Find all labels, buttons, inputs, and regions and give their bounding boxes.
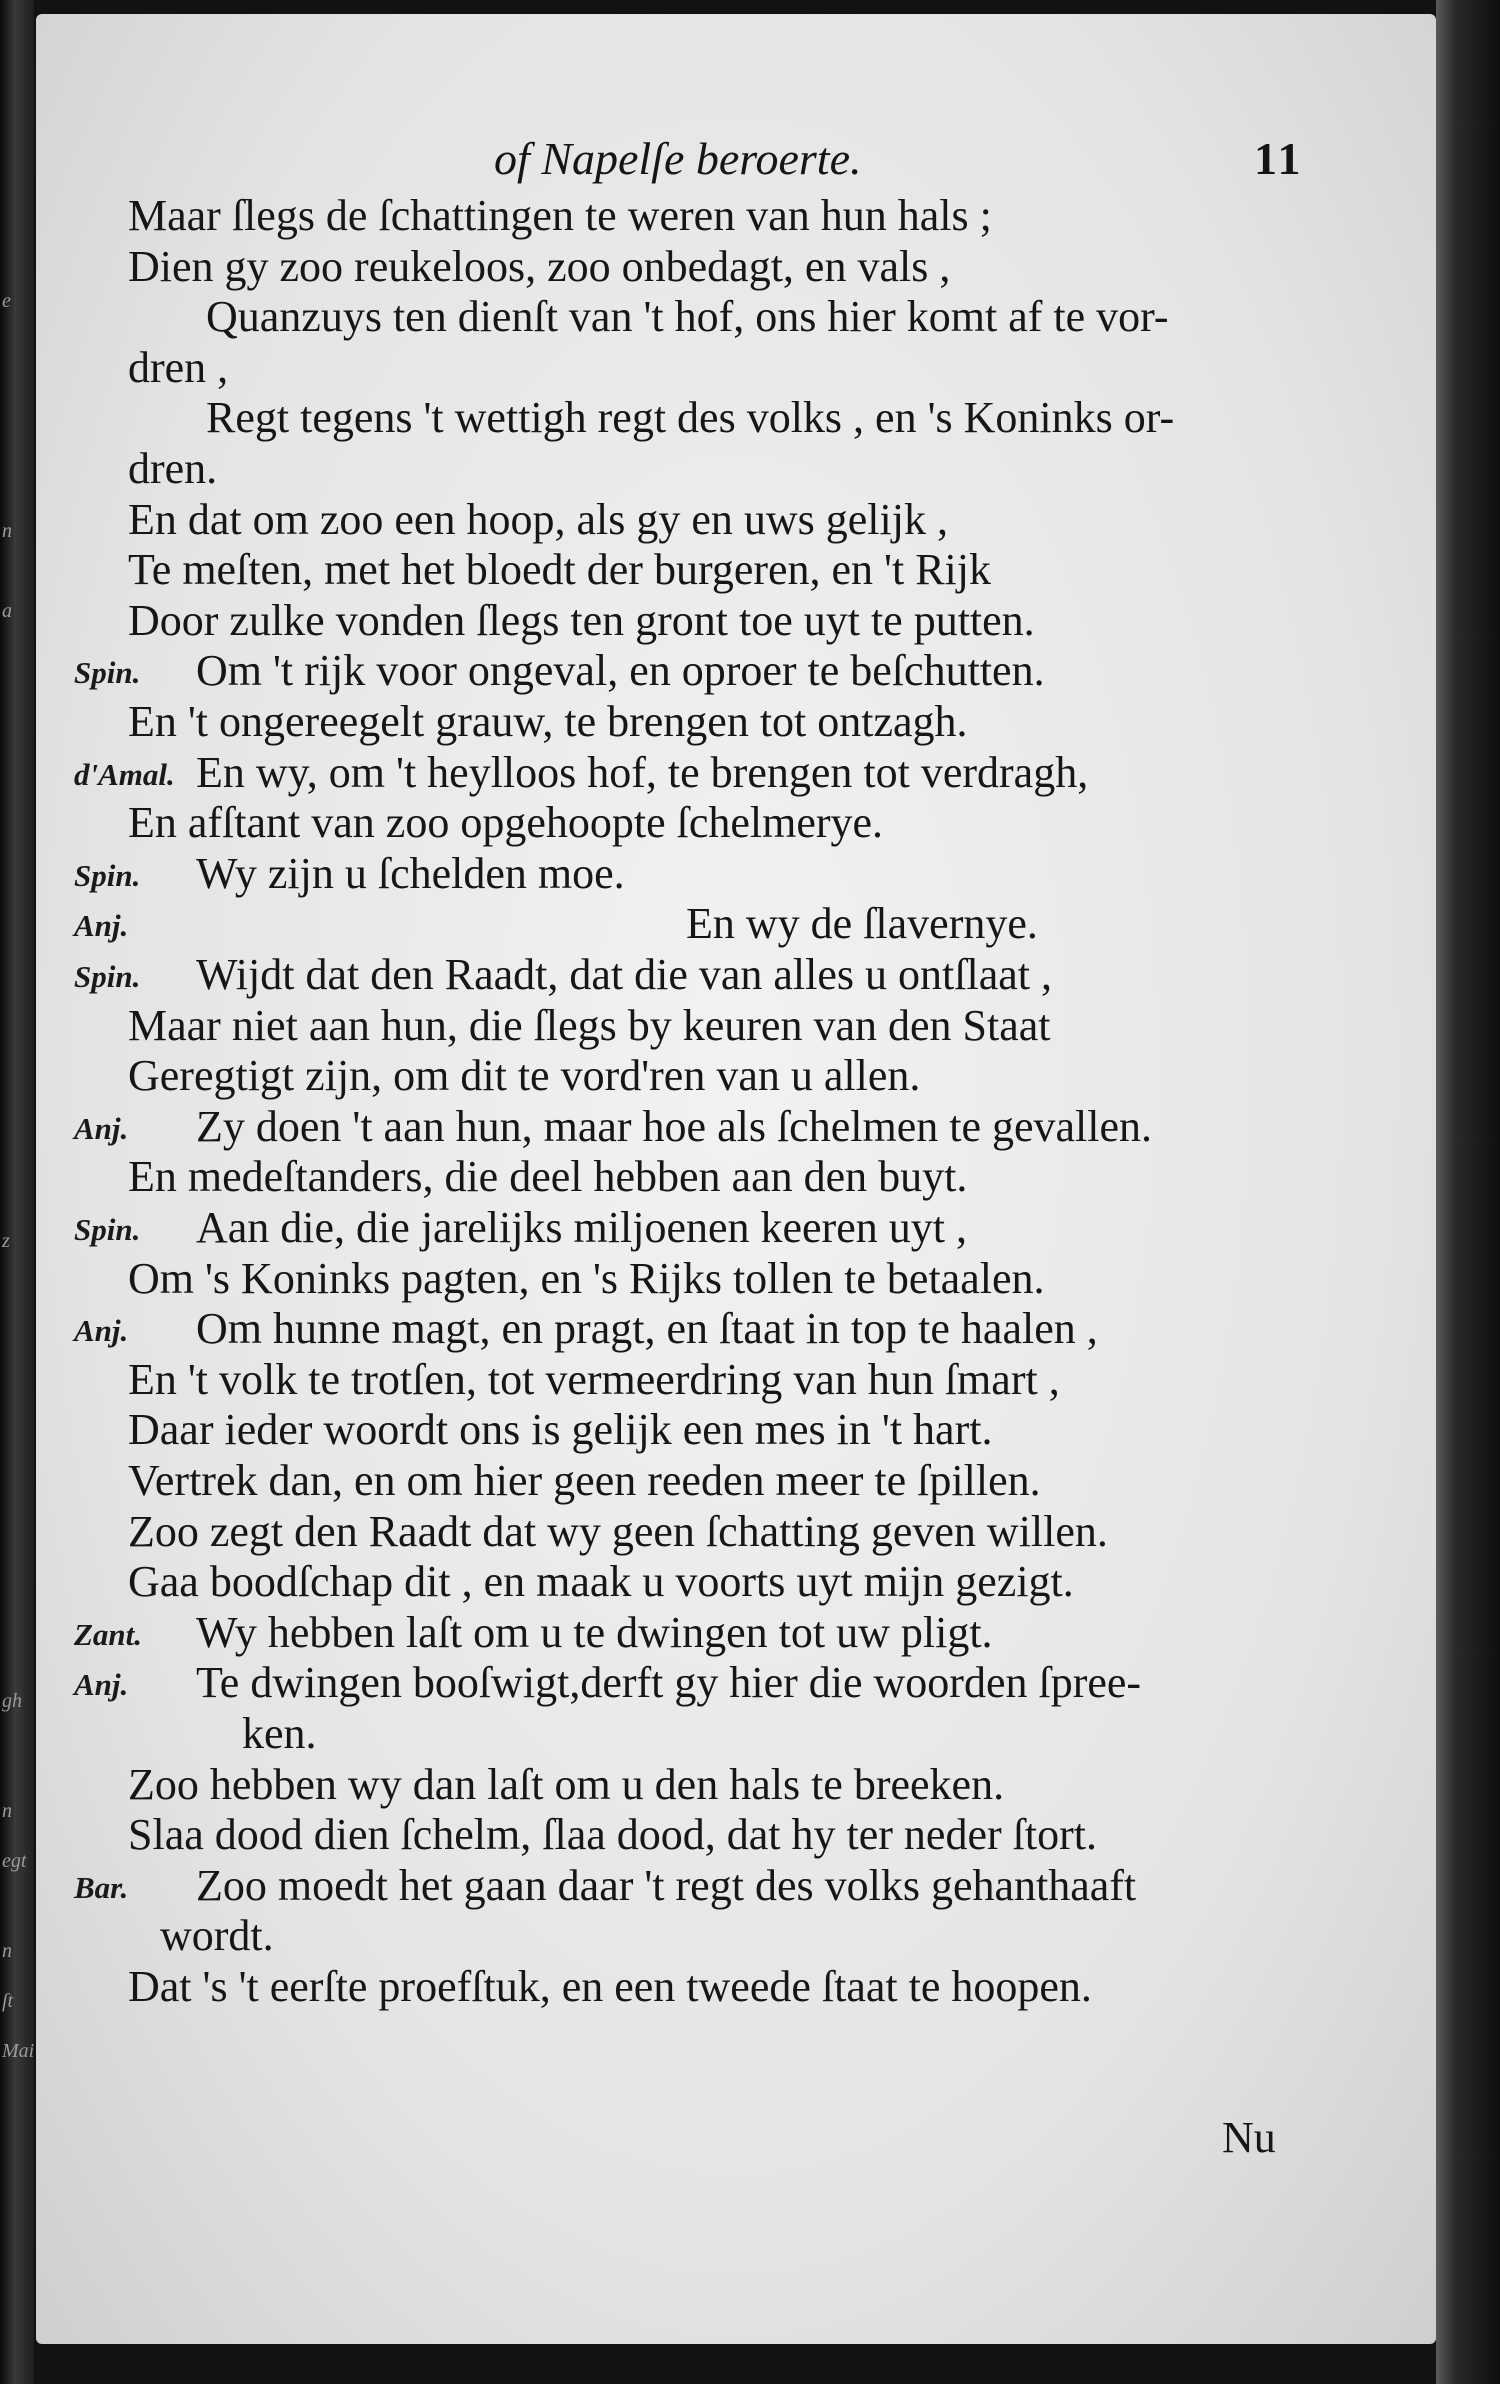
verse-line [36, 848, 1436, 904]
verse-text: Zoo moedt het gaan daar 't regt des volks gehanthaaft [196, 1860, 1137, 1910]
margin-fragment: a [2, 600, 12, 622]
verse-line [36, 645, 1436, 701]
verse-line [36, 1050, 1436, 1106]
verse-line [36, 1910, 1436, 1966]
verse-text: Wy zijn u ſchelden moe. [196, 848, 625, 898]
verse-line [36, 898, 1436, 954]
verse-text: Zoo hebben wy dan laſt om u den hals te breeken. [128, 1759, 1005, 1809]
verse-text: Om 's Koninks pagten, en 's Rijks tollen te betaalen. [128, 1253, 1045, 1303]
verse-line [36, 1000, 1436, 1056]
verse-text: Aan die, die jarelijks miljoenen keeren uyt , [196, 1203, 967, 1252]
verse-text: Gaa boodſchap dit , en maak u voorts uyt mijn gezigt. [128, 1557, 1074, 1607]
verse-line [36, 1506, 1436, 1562]
verse-text: Maar ſlegs de ſchattingen te weren van hun hals ; [128, 191, 992, 240]
speaker-label: Spin. [74, 1212, 141, 1247]
verse-line [36, 443, 1436, 499]
verse-line [36, 797, 1436, 853]
verse-line [36, 1657, 1436, 1713]
verse-text: dren , [128, 342, 229, 392]
left-page-edge [0, 0, 34, 2384]
verse-line [36, 190, 1436, 246]
verse-text: Zy doen 't aan hun, maar hoe als ſchelmen te gevallen. [196, 1101, 1153, 1151]
margin-fragment: z [2, 1230, 10, 1252]
book-page [36, 14, 1436, 2344]
speaker-label: Zant. [74, 1616, 143, 1652]
verse-line [36, 1404, 1436, 1460]
verse-line [36, 1961, 1436, 2017]
verse-line [36, 1151, 1436, 1207]
margin-fragment: Mai [2, 2040, 35, 2062]
verse-text: wordt. [160, 1911, 274, 1961]
verse-text: Wy hebben laſt om u te dwingen tot uw pligt. [196, 1607, 993, 1657]
verse-text: Slaa dood dien ſchelm, ſlaa dood, dat hy ter neder ſtort. [128, 1810, 1097, 1860]
margin-fragment: gh [2, 1690, 22, 1712]
margin-fragment: n [2, 520, 12, 542]
margin-fragment: ſt [2, 1990, 14, 2012]
verse-line [36, 1860, 1436, 1916]
verse-text: En medeſtanders, die deel hebben aan den buyt. [128, 1152, 968, 1202]
speaker-label: Spin. [74, 655, 141, 691]
verse-text: Om 't rijk voor ongeval, en oproer te beſchutten. [196, 646, 1045, 696]
verse-line [36, 1202, 1436, 1258]
verse-line [36, 595, 1436, 651]
speaker-label: Spin. [74, 959, 141, 994]
verse-text: Wijdt dat den Raadt, dat die van alles u ontſlaat , [196, 950, 1052, 999]
verse-text: Daar ieder woordt ons is gelijk een mes in 't hart. [128, 1405, 993, 1455]
verse-text: En dat om zoo een hoop, als gy en uws gelijk , [128, 494, 948, 544]
verse-line [36, 1708, 1436, 1764]
verse-text: Regt tegens 't wettigh regt des volks , en 's Koninks or- [206, 393, 1175, 443]
verse-line [36, 241, 1436, 297]
speaker-label: Spin. [74, 857, 141, 893]
margin-fragment: n [2, 1940, 12, 1962]
speaker-label: Anj. [74, 1313, 129, 1349]
margin-fragment: n [2, 1800, 12, 1822]
verse-text: ken. [242, 1709, 317, 1758]
verse-line [36, 1556, 1436, 1612]
verse-text: Zoo zegt den Raadt dat wy geen ſchatting geven willen. [128, 1506, 1108, 1556]
verse-text: Dien gy zoo reukeloos, zoo onbedagt, en vals , [128, 241, 951, 291]
verse-line [36, 494, 1436, 550]
verse-line [36, 1354, 1436, 1410]
verse-line [36, 1809, 1436, 1865]
speaker-label: Anj. [74, 1667, 129, 1703]
verse-line [36, 1455, 1436, 1511]
speaker-label: Anj. [74, 908, 129, 944]
verse-text: Door zulke vonden ſlegs ten gront toe uyt te putten. [128, 595, 1035, 645]
verse-text: Om hunne magt, en pragt, en ſtaat in top te haalen , [196, 1304, 1098, 1354]
verse-text: En wy, om 't heylloos hof, te brengen tot verdragh, [196, 747, 1089, 797]
right-binding-edge [1436, 0, 1500, 2384]
verse-text: En afſtant van zoo opgehoopte ſchelmerye. [128, 798, 884, 848]
verse-line [36, 1303, 1436, 1359]
margin-fragment: e [2, 290, 11, 312]
verse-text: dren. [128, 444, 218, 493]
verse-line [36, 696, 1436, 752]
speaker-label: d'Amal. [74, 756, 175, 792]
verse-line [36, 949, 1436, 1005]
verse-text: Te meſten, met het bloedt der burgeren, en 't Rijk [128, 545, 992, 595]
verse-text: Geregtigt zijn, om dit te vord'ren van u allen. [128, 1051, 921, 1101]
verse-text: En wy de ſlavernye. [686, 899, 1038, 949]
verse-text: Maar niet aan hun, die ſlegs by keuren van den Staat [128, 1000, 1051, 1050]
running-header: of Napelſe beroerte. [494, 133, 862, 184]
speaker-label: Anj. [74, 1110, 129, 1146]
verse-text: Vertrek dan, en om hier geen reeden meer te ſpillen. [128, 1456, 1041, 1505]
verse-line [36, 1101, 1436, 1157]
verse-text: Te dwingen booſwigt,derft gy hier die woorden ſpree- [196, 1658, 1142, 1708]
verse-line [36, 1759, 1436, 1815]
verse-text: En 't volk te trotſen, tot vermeerdring van hun ſmart , [128, 1354, 1060, 1404]
verse-line [36, 747, 1436, 803]
catchword: Nu [1222, 2113, 1276, 2162]
verse-text: En 't ongereegelt grauw, te brengen tot ontzagh. [128, 697, 968, 746]
verse-text: Quanzuys ten dienſt van 't hof, ons hier komt af te vor- [206, 292, 1169, 342]
verse-line [36, 1253, 1436, 1309]
verse-line [36, 392, 1436, 448]
margin-fragment: egt [2, 1850, 27, 1872]
verse-line [36, 1607, 1436, 1663]
speaker-label: Bar. [74, 1869, 129, 1905]
verse-line [36, 342, 1436, 398]
verse-line [36, 544, 1436, 600]
page-number: 11 [1254, 133, 1304, 184]
verse-text: Dat 's 't eerſte proefſtuk, en een tweede ſtaat te hoopen. [128, 1962, 1092, 2011]
verse-line [36, 291, 1436, 347]
